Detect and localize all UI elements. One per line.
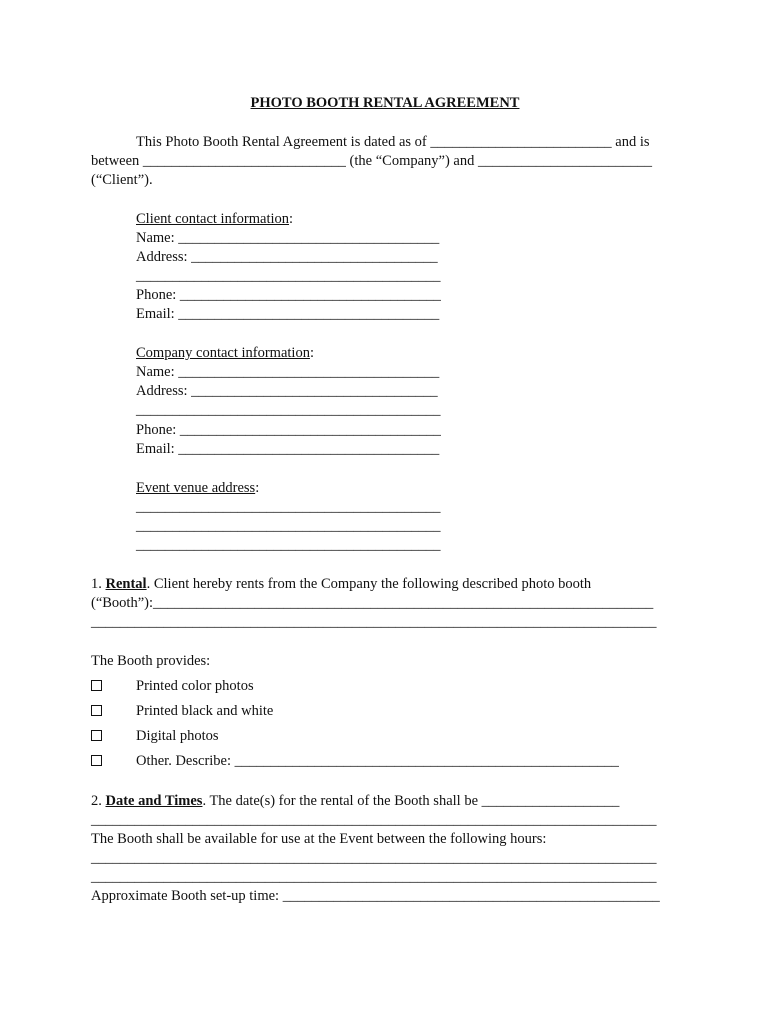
company-name-field[interactable]: Name: ____________________________________ <box>136 364 440 380</box>
company-email-field[interactable]: Email: ____________________________________ <box>136 441 440 457</box>
hours-line-2[interactable]: ______________________________________________________________________________ <box>91 869 657 885</box>
printed-color-label: Printed color photos <box>136 678 254 694</box>
venue-address-line-3[interactable]: __________________________________________ <box>136 537 441 553</box>
client-address-field[interactable]: Address: __________________________________ <box>136 249 438 265</box>
other-checkbox[interactable] <box>91 755 102 766</box>
printed-bw-checkbox[interactable] <box>91 705 102 716</box>
booth-description-field[interactable]: (“Booth”):_____________________________________________________________________ <box>91 595 654 611</box>
venue-address-line-1[interactable]: __________________________________________ <box>136 499 441 515</box>
dates-heading: Date and Times <box>105 793 203 809</box>
rental-text: . Client hereby rents from the Company the following described photo booth <box>146 576 592 592</box>
venue-heading-text: Event venue address <box>136 480 256 496</box>
client-email-field[interactable]: Email: ____________________________________ <box>136 306 440 322</box>
digital-photos-label: Digital photos <box>136 728 219 744</box>
client-contact-heading-text: Client contact information <box>136 211 290 227</box>
rental-number: 1. <box>91 576 106 592</box>
rental-heading: Rental <box>105 576 147 592</box>
dates-number: 2. <box>91 793 106 809</box>
company-address-field[interactable]: Address: __________________________________ <box>136 383 438 399</box>
company-contact-heading-text: Company contact information <box>136 345 310 361</box>
client-contact-heading-colon: : <box>289 211 294 227</box>
company-phone-field[interactable]: Phone: ____________________________________ <box>136 422 441 438</box>
client-phone-field[interactable]: Phone: ____________________________________ <box>136 287 441 303</box>
printed-bw-label: Printed black and white <box>136 703 274 719</box>
digital-photos-checkbox[interactable] <box>91 730 102 741</box>
intro-line-3: (“Client”). <box>91 172 153 188</box>
booth-description-line-2[interactable]: ______________________________________________________________________________ <box>91 614 657 630</box>
printed-color-checkbox[interactable] <box>91 680 102 691</box>
dates-clause <box>91 792 619 810</box>
client-contact-heading <box>136 210 293 228</box>
venue-address-line-2[interactable]: __________________________________________ <box>136 518 441 534</box>
company-contact-heading-colon: : <box>309 345 314 361</box>
company-address-line-2[interactable]: __________________________________________ <box>136 402 441 418</box>
company-contact-heading <box>136 344 314 362</box>
setup-time-field[interactable]: Approximate Booth set-up time: ____________________________________________________ <box>91 888 660 904</box>
venue-heading-colon: : <box>255 480 260 496</box>
client-address-line-2[interactable]: __________________________________________ <box>136 268 441 284</box>
booth-provides-heading: The Booth provides: <box>91 653 211 669</box>
intro-line-2: between ____________________________ (the “Company”) and ________________________ <box>91 153 652 169</box>
rental-clause <box>91 575 591 593</box>
venue-heading <box>136 479 259 497</box>
document-title: PHOTO BOOTH RENTAL AGREEMENT <box>250 95 520 111</box>
hours-text: The Booth shall be available for use at the Event between the following hours: <box>91 831 547 847</box>
client-name-field[interactable]: Name: ____________________________________ <box>136 230 440 246</box>
hours-line-1[interactable]: ______________________________________________________________________________ <box>91 850 657 866</box>
other-describe-field[interactable]: Other. Describe: _____________________________________________________ <box>136 753 619 769</box>
intro-line-1: This Photo Booth Rental Agreement is dated as of _________________________ and is <box>136 134 650 150</box>
rental-date-line[interactable]: ______________________________________________________________________________ <box>91 812 657 828</box>
dates-text: . The date(s) for the rental of the Booth shall be ___________________ <box>202 793 620 809</box>
